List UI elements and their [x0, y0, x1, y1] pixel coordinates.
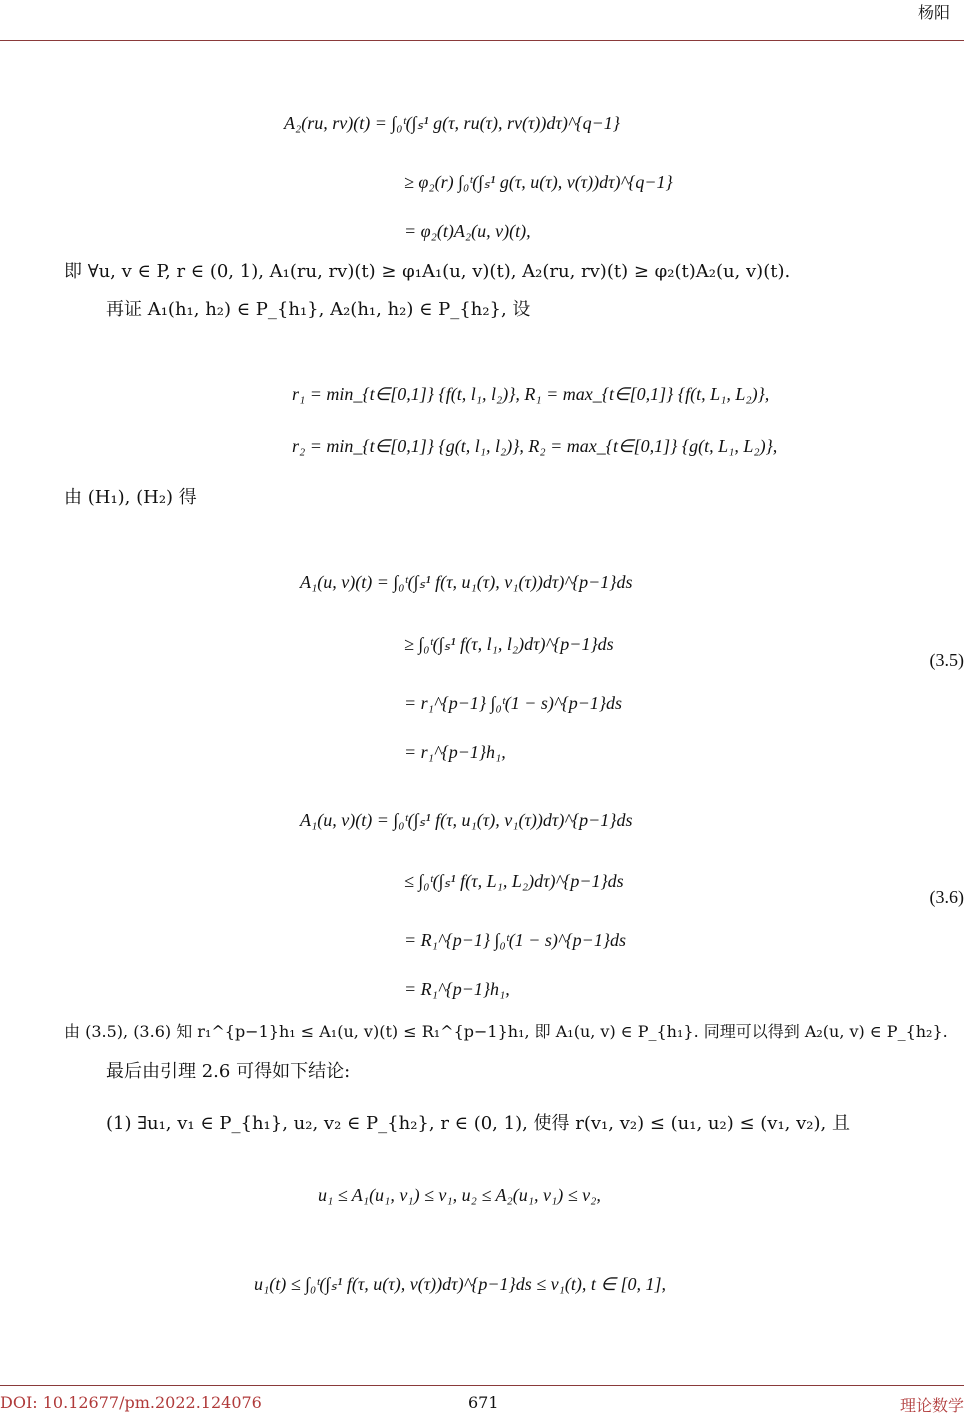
eq36-line-2: ≤ ∫₀ᵗ(∫ₛ¹ f(τ, L₁, L₂)dτ)^{p−1}ds	[404, 870, 624, 892]
eq-integral-bound: u₁(t) ≤ ∫₀ᵗ(∫ₛ¹ f(τ, u(τ), v(τ))dτ)^{p−1}ds ≤ v₁(t), t ∈ [0, 1],	[254, 1273, 666, 1295]
eq35-line-4: = r₁^{p−1}h₁,	[404, 741, 506, 763]
footer-page-number: 671	[468, 1393, 499, 1412]
eq-a2-line-3: = φ₂(t)A₂(u, v)(t),	[404, 220, 531, 242]
eq35-line-2: ≥ ∫₀ᵗ(∫ₛ¹ f(τ, l₁, l₂)dτ)^{p−1}ds	[404, 633, 614, 655]
paragraph-implication: 即 ∀u, v ∈ P, r ∈ (0, 1), A₁(ru, rv)(t) ≥ φ₁A₁(u, v)(t), A₂(ru, rv)(t) ≥ φ₂(t)A₂(u, v)(t).	[64, 261, 790, 283]
eq36-line-3: = R₁^{p−1} ∫₀ᵗ(1 − s)^{p−1}ds	[404, 929, 626, 951]
equation-number-3-5: (3.5)	[930, 650, 964, 671]
footer-rule	[0, 1385, 964, 1386]
footer-journal: 理论数学	[900, 1393, 964, 1416]
paragraph-conclusion-bounds: 由 (3.5), (3.6) 知 r₁^{p−1}h₁ ≤ A₁(u, v)(t) ≤ R₁^{p−1}h₁, 即 A₁(u, v) ∈ P_{h₁}. 同理可以得到 A₂(u, v) ∈ P_{h₂}.	[64, 1021, 948, 1043]
eq35-line-3: = r₁^{p−1} ∫₀ᵗ(1 − s)^{p−1}ds	[404, 692, 622, 714]
header-rule	[0, 40, 964, 41]
eq36-line-4: = R₁^{p−1}h₁,	[404, 978, 510, 1000]
list-item-1: (1) ∃u₁, v₁ ∈ P_{h₁}, u₂, v₂ ∈ P_{h₂}, r ∈ (0, 1), 使得 r(v₁, v₂) ≤ (u₁, u₂) ≤ (v₁, v₂), 且	[106, 1113, 850, 1135]
running-header-author: 杨阳	[918, 0, 950, 23]
paragraph-from-H: 由 (H₁), (H₂) 得	[64, 487, 197, 509]
eq-a2-line-1: A₂(ru, rv)(t) = ∫₀ᵗ(∫ₛ¹ g(τ, ru(τ), rv(τ))dτ)^{q−1}	[284, 112, 620, 134]
eq-u-bounds: u₁ ≤ A₁(u₁, v₁) ≤ v₁, u₂ ≤ A₂(u₁, v₁) ≤ v₂,	[318, 1184, 601, 1206]
eq-a2-line-2: ≥ φ₂(r) ∫₀ᵗ(∫ₛ¹ g(τ, u(τ), v(τ))dτ)^{q−1}	[404, 171, 673, 193]
paragraph-prove: 再证 A₁(h₁, h₂) ∈ P_{h₁}, A₂(h₁, h₂) ∈ P_{h₂}, 设	[106, 299, 530, 321]
paragraph-lemma: 最后由引理 2.6 可得如下结论:	[106, 1061, 350, 1083]
eq36-line-1: A₁(u, v)(t) = ∫₀ᵗ(∫ₛ¹ f(τ, u₁(τ), v₁(τ))dτ)^{p−1}ds	[300, 809, 633, 831]
footer-doi: DOI: 10.12677/pm.2022.124076	[0, 1393, 262, 1412]
equation-number-3-6: (3.6)	[930, 887, 964, 908]
eq-def-r2-R2: r₂ = min_{t∈[0,1]} {g(t, l₁, l₂)}, R₂ = max_{t∈[0,1]} {g(t, L₁, L₂)},	[292, 435, 777, 457]
eq-def-r1-R1: r₁ = min_{t∈[0,1]} {f(t, l₁, l₂)}, R₁ = max_{t∈[0,1]} {f(t, L₁, L₂)},	[292, 383, 769, 405]
eq35-line-1: A₁(u, v)(t) = ∫₀ᵗ(∫ₛ¹ f(τ, u₁(τ), v₁(τ))dτ)^{p−1}ds	[300, 571, 633, 593]
